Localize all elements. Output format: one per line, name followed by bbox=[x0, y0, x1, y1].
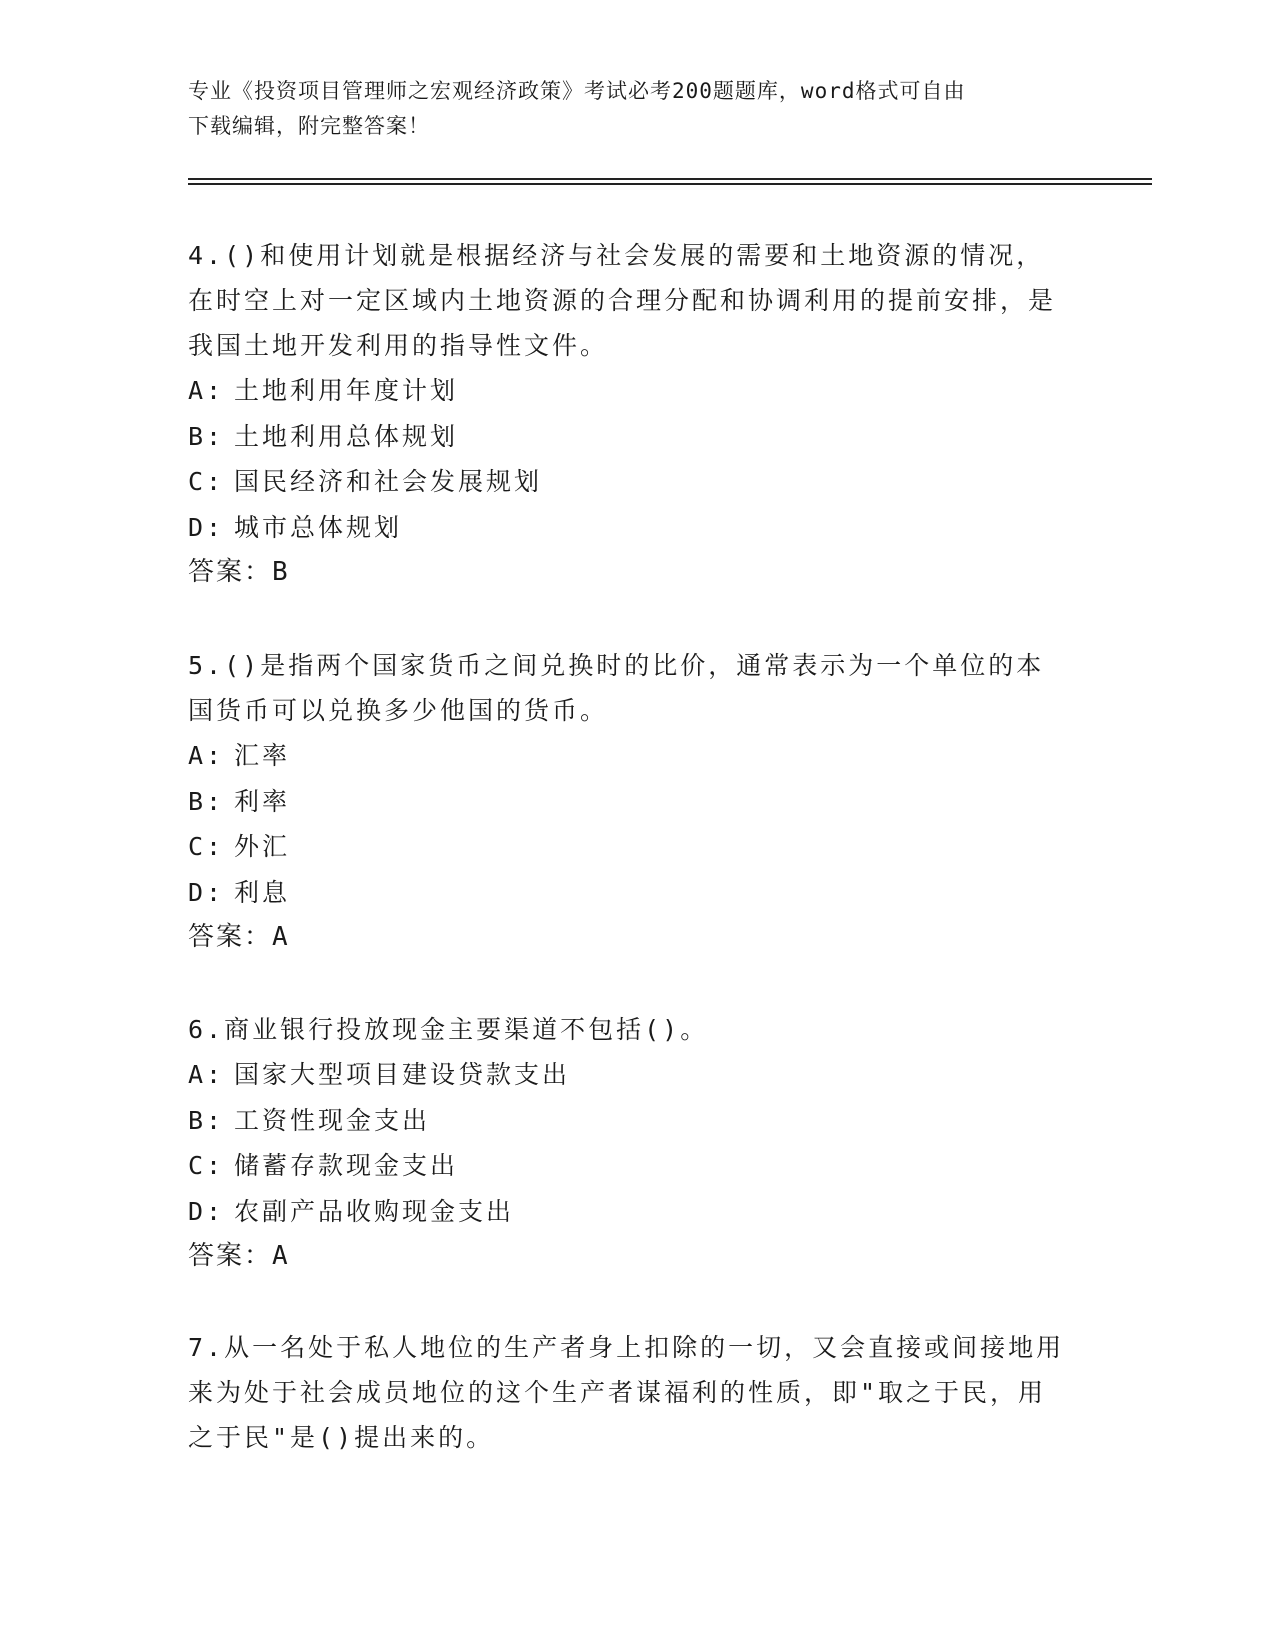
option-text: 利息 bbox=[234, 877, 291, 907]
answer-line: 答案：A bbox=[188, 1241, 290, 1271]
option-a bbox=[188, 1052, 1068, 1098]
option-text: 土地利用总体规划 bbox=[234, 421, 459, 451]
option-b bbox=[188, 414, 1068, 460]
question-5 bbox=[188, 643, 1068, 960]
option-a bbox=[188, 733, 1068, 779]
option-key: D: bbox=[188, 1196, 225, 1226]
option-key: D: bbox=[188, 512, 225, 542]
option-d bbox=[188, 870, 1068, 916]
option-key: C: bbox=[188, 832, 225, 861]
option-text: 国民经济和社会发展规划 bbox=[234, 467, 543, 496]
option-text: 利率 bbox=[234, 786, 291, 816]
option-a bbox=[188, 368, 1068, 414]
option-text: 国家大型项目建设贷款支出 bbox=[234, 1060, 571, 1089]
option-key: A: bbox=[188, 1060, 225, 1089]
option-key: A: bbox=[188, 741, 225, 770]
option-b bbox=[188, 779, 1068, 825]
option-text: 汇率 bbox=[234, 741, 291, 770]
option-text: 土地利用年度计划 bbox=[234, 376, 459, 405]
document-header bbox=[188, 74, 1088, 144]
option-key: A: bbox=[188, 376, 225, 405]
question-4 bbox=[188, 233, 1068, 595]
header-divider-top bbox=[188, 178, 1152, 180]
option-b bbox=[188, 1098, 1068, 1144]
question-stem: 6.商业银行投放现金主要渠道不包括()。 bbox=[188, 1015, 709, 1044]
question-6 bbox=[188, 1007, 1068, 1279]
option-key: B: bbox=[188, 1105, 225, 1135]
option-key: C: bbox=[188, 1151, 225, 1180]
option-key: C: bbox=[188, 467, 225, 496]
option-c bbox=[188, 459, 1068, 505]
answer-line: 答案：B bbox=[188, 557, 290, 587]
header-divider-bottom bbox=[188, 183, 1152, 185]
option-text: 储蓄存款现金支出 bbox=[234, 1151, 459, 1180]
question-stem: 5.()是指两个国家货币之间兑换时的比价，通常表示为一个单位的本国货币可以兑换多少他国的货币。 bbox=[188, 651, 1045, 725]
header-line-2: 下载编辑，附完整答案！ bbox=[188, 114, 430, 138]
option-text: 工资性现金支出 bbox=[234, 1105, 431, 1135]
question-stem: 7.从一名处于私人地位的生产者身上扣除的一切，又会直接或间接地用来为处于社会成员地位的这个生产者谋福利的性质，即"取之于民，用之于民"是()提出来的。 bbox=[188, 1333, 1065, 1452]
answer-line: 答案：A bbox=[188, 922, 290, 952]
option-text: 农副产品收购现金支出 bbox=[234, 1196, 515, 1226]
option-c bbox=[188, 1143, 1068, 1189]
question-stem: 4.()和使用计划就是根据经济与社会发展的需要和土地资源的情况，在时空上对一定区域内土地资源的合理分配和协调利用的提前安排，是我国土地开发利用的指导性文件。 bbox=[188, 241, 1057, 360]
option-d bbox=[188, 505, 1068, 551]
header-line-1: 专业《投资项目管理师之宏观经济政策》考试必考200题题库，word格式可自由 bbox=[188, 79, 966, 103]
option-key: B: bbox=[188, 786, 225, 816]
option-text: 外汇 bbox=[234, 832, 291, 861]
option-key: B: bbox=[188, 421, 225, 451]
option-c bbox=[188, 824, 1068, 870]
option-d bbox=[188, 1189, 1068, 1235]
option-key: D: bbox=[188, 877, 225, 907]
option-text: 城市总体规划 bbox=[234, 512, 403, 542]
question-7 bbox=[188, 1325, 1068, 1460]
